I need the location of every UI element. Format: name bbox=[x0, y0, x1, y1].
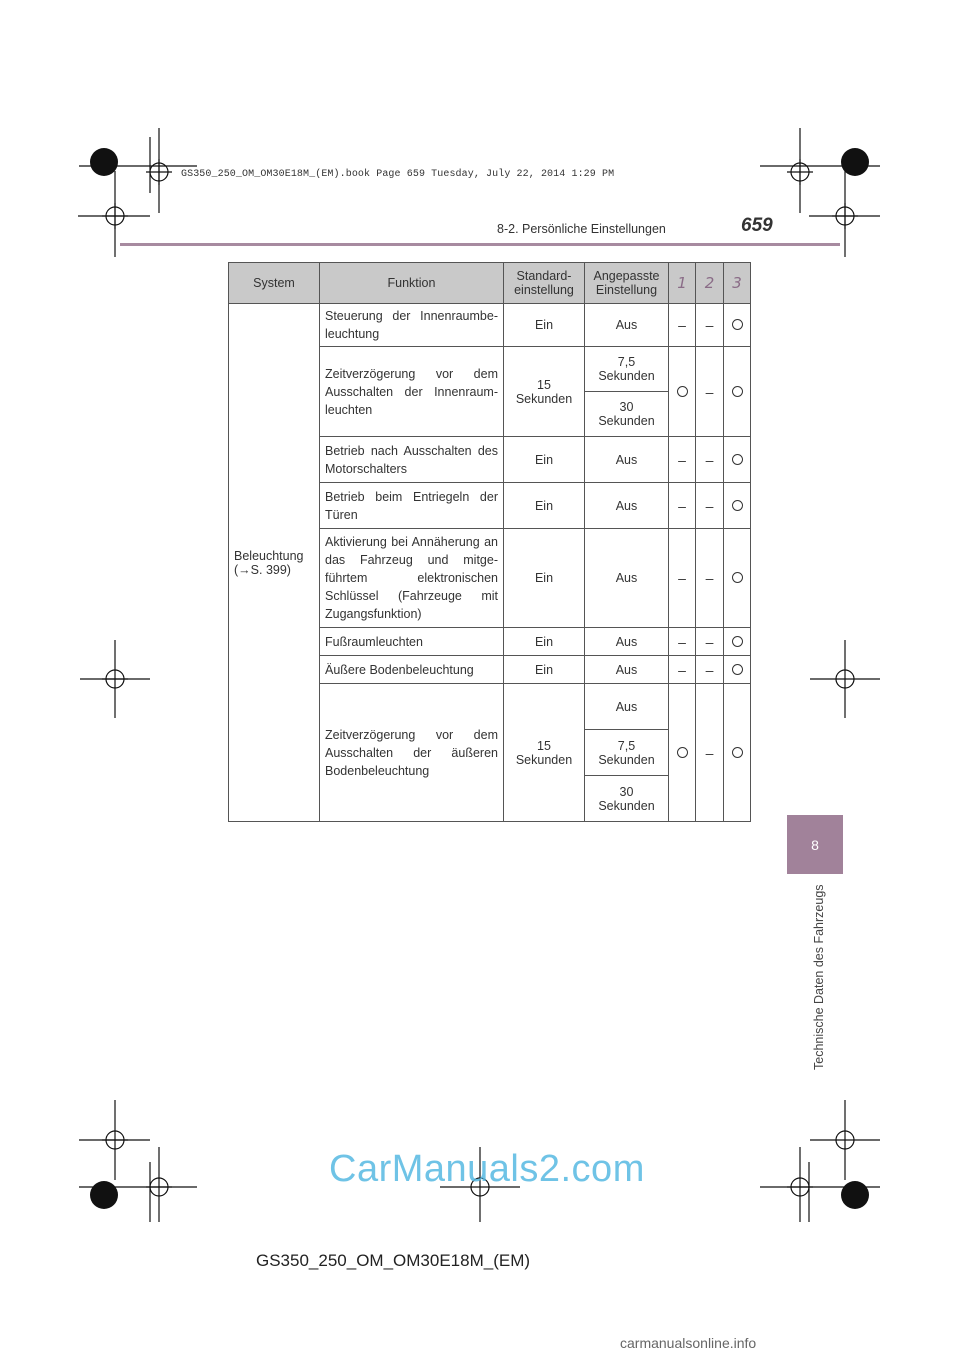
mark-cell-m3 bbox=[724, 684, 751, 822]
function-cell: Aktivierung bei Annäherung an das Fahrzeug und mitge-führtem elektronischen Schlüssel (Fahrzeuge mit Zugangsfunktion) bbox=[320, 529, 504, 628]
dash-mark: – bbox=[678, 661, 686, 678]
mark-cell-m1 bbox=[669, 529, 696, 628]
header-function: Funktion bbox=[320, 263, 504, 304]
function-cell: Äußere Bodenbeleuchtung bbox=[320, 656, 504, 684]
mark-cell-m2 bbox=[696, 437, 724, 483]
mark-cell-m3 bbox=[724, 483, 751, 529]
book-info: GS350_250_OM_OM30E18M_(EM).book Page 659 Tuesday, July 22, 2014 1:29 PM bbox=[181, 169, 615, 180]
col-3-number: 3 bbox=[732, 273, 742, 292]
default-cell: 15 Sekunden bbox=[504, 684, 585, 822]
dash-mark: – bbox=[705, 570, 714, 586]
custom-cell: Aus bbox=[585, 529, 669, 628]
function-cell: Betrieb beim Entriegeln der Türen bbox=[320, 483, 504, 529]
table-row bbox=[229, 304, 751, 347]
dash-mark: – bbox=[705, 497, 714, 514]
settings-table bbox=[228, 262, 751, 822]
dash-mark: – bbox=[705, 661, 714, 678]
function-cell: Steuerung der Innenraumbe-leuchtung bbox=[320, 304, 504, 347]
header-system: System bbox=[229, 263, 320, 304]
circle-mark-icon bbox=[732, 572, 743, 583]
header-custom: Angepasste Einstellung bbox=[585, 263, 669, 304]
circle-mark-icon bbox=[732, 454, 743, 465]
default-cell: Ein bbox=[504, 529, 585, 628]
header-col-1 bbox=[669, 263, 696, 304]
mark-cell-m1 bbox=[669, 656, 696, 684]
header-default: Standard-einstellung bbox=[504, 263, 585, 304]
dash-mark: – bbox=[678, 317, 686, 333]
mark-cell-m1 bbox=[669, 628, 696, 656]
function-cell: Fußraumleuchten bbox=[320, 628, 504, 656]
custom-cell: Aus bbox=[585, 684, 669, 730]
custom-cell: Aus bbox=[585, 304, 669, 347]
circle-mark-icon bbox=[732, 636, 743, 647]
circle-mark-icon bbox=[732, 747, 743, 758]
dash-mark: – bbox=[678, 570, 686, 586]
mark-cell-m3 bbox=[724, 304, 751, 347]
function-cell: Zeitverzögerung vor dem Ausschalten der Innenraum-leuchten bbox=[320, 347, 504, 437]
dash-mark: – bbox=[705, 633, 714, 650]
section-title: 8-2. Persönliche Einstellungen bbox=[497, 222, 666, 236]
default-cell: Ein bbox=[504, 304, 585, 347]
system-cell: Beleuchtung (→S. 399) bbox=[229, 304, 320, 822]
mark-cell-m1 bbox=[669, 347, 696, 437]
mark-cell-m2 bbox=[696, 684, 724, 822]
mark-cell-m3 bbox=[724, 628, 751, 656]
dash-mark: – bbox=[678, 497, 686, 514]
chapter-title-vertical bbox=[812, 880, 832, 1070]
mark-cell-m2 bbox=[696, 656, 724, 684]
mark-cell-m1 bbox=[669, 684, 696, 822]
circle-mark-icon bbox=[732, 664, 743, 675]
mark-cell-m1 bbox=[669, 304, 696, 347]
default-cell: Ein bbox=[504, 628, 585, 656]
default-cell: 15 Sekunden bbox=[504, 347, 585, 437]
custom-cell: 30 Sekunden bbox=[585, 776, 669, 822]
header-col-2 bbox=[696, 263, 724, 304]
mark-cell-m2 bbox=[696, 628, 724, 656]
col-2-number: 2 bbox=[704, 273, 715, 292]
mark-cell-m3 bbox=[724, 347, 751, 437]
settings-body bbox=[229, 304, 751, 822]
mark-cell-m2 bbox=[696, 304, 724, 347]
mark-cell-m1 bbox=[669, 437, 696, 483]
circle-mark-icon bbox=[732, 319, 743, 330]
mark-cell-m2 bbox=[696, 529, 724, 628]
watermark: CarManuals2.com bbox=[329, 1148, 645, 1190]
page-number: 659 bbox=[741, 215, 773, 236]
custom-cell: Aus bbox=[585, 656, 669, 684]
custom-cell: 7,5 Sekunden bbox=[585, 347, 669, 392]
custom-cell: 7,5 Sekunden bbox=[585, 730, 669, 776]
mark-cell-m2 bbox=[696, 347, 724, 437]
mark-cell-m3 bbox=[724, 437, 751, 483]
col-1-number: 1 bbox=[677, 273, 687, 292]
starburst-mark-icon bbox=[841, 148, 869, 176]
circle-mark-icon bbox=[677, 386, 688, 397]
circle-mark-icon bbox=[732, 386, 743, 397]
custom-cell: Aus bbox=[585, 628, 669, 656]
dash-mark: – bbox=[678, 633, 686, 650]
starburst-mark-icon bbox=[841, 1181, 869, 1209]
custom-cell: Aus bbox=[585, 483, 669, 529]
mark-cell-m3 bbox=[724, 529, 751, 628]
dash-mark: – bbox=[705, 451, 714, 468]
mark-cell-m1 bbox=[669, 483, 696, 529]
circle-mark-icon bbox=[677, 747, 688, 758]
custom-cell: Aus bbox=[585, 437, 669, 483]
function-cell: Zeitverzögerung vor dem Ausschalten der äußeren Bodenbeleuchtung bbox=[320, 684, 504, 822]
circle-mark-icon bbox=[732, 500, 743, 511]
starburst-mark-icon bbox=[90, 148, 118, 176]
default-cell: Ein bbox=[504, 437, 585, 483]
dash-mark: – bbox=[678, 451, 686, 468]
function-cell: Betrieb nach Ausschalten des Motorschalters bbox=[320, 437, 504, 483]
mark-cell-m3 bbox=[724, 656, 751, 684]
custom-cell: 30 Sekunden bbox=[585, 392, 669, 437]
mark-cell-m2 bbox=[696, 483, 724, 529]
dash-mark: – bbox=[705, 383, 714, 400]
footer-code: GS350_250_OM_OM30E18M_(EM) bbox=[256, 1251, 531, 1270]
default-cell: Ein bbox=[504, 483, 585, 529]
chapter-title: Technische Daten des Fahrzeugs bbox=[812, 884, 826, 1070]
header-rule bbox=[120, 243, 840, 246]
chapter-number: 8 bbox=[811, 836, 819, 853]
starburst-mark-icon bbox=[90, 1181, 118, 1209]
watermark-secondary: carmanualsonline.info bbox=[620, 1335, 757, 1351]
default-cell: Ein bbox=[504, 656, 585, 684]
chapter-tab[interactable] bbox=[787, 815, 843, 874]
dash-mark: – bbox=[705, 744, 714, 761]
dash-mark: – bbox=[705, 317, 714, 333]
header-col-3 bbox=[724, 263, 751, 304]
table-header-row bbox=[229, 263, 751, 304]
